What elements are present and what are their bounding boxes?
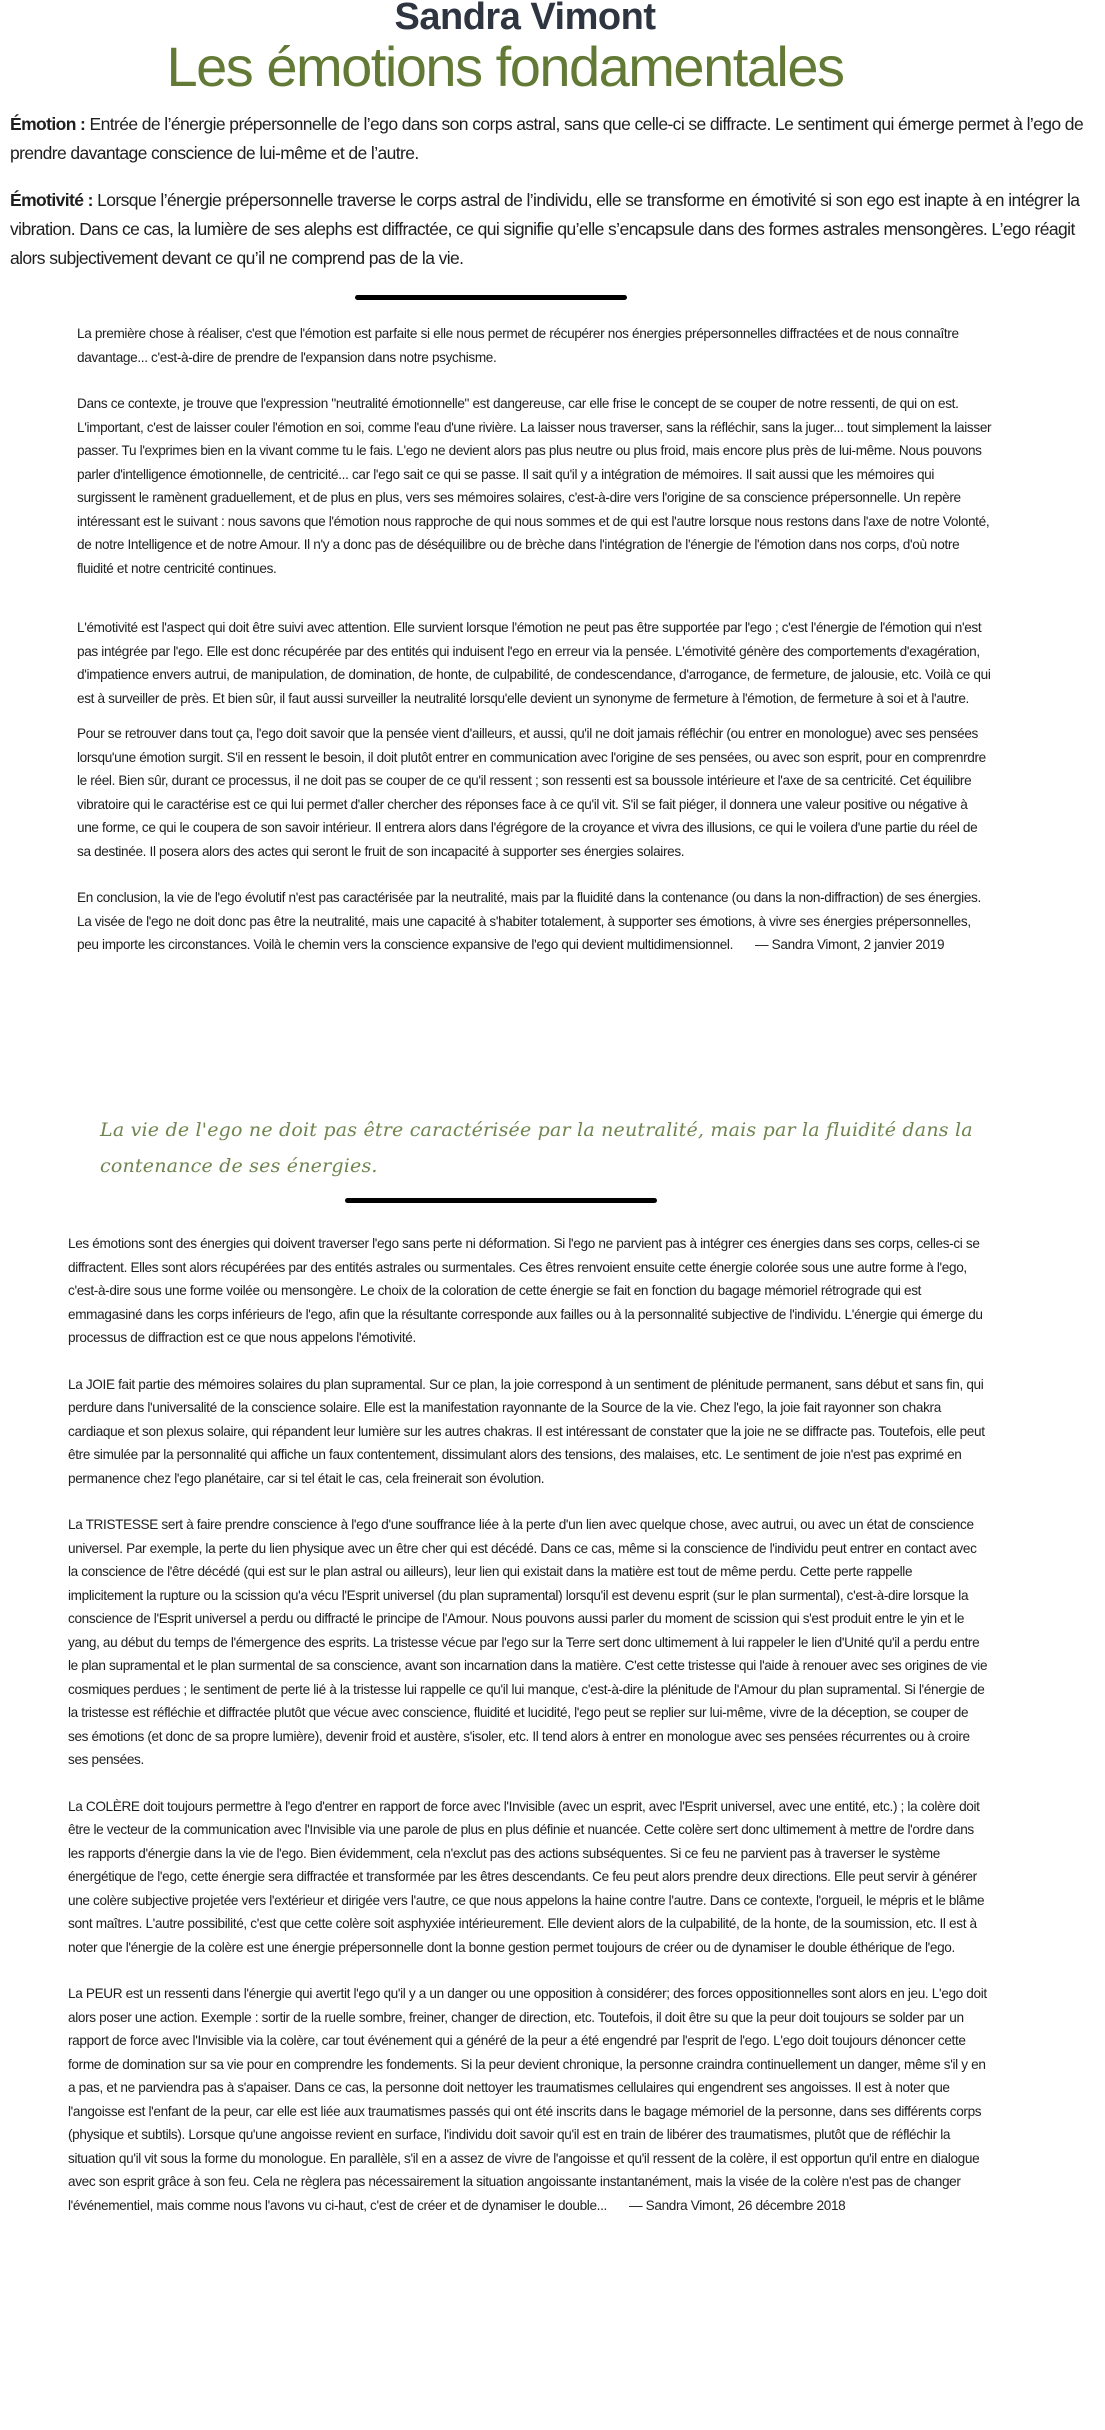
signature: — Sandra Vimont, 26 décembre 2018 — [628, 2197, 846, 2213]
definition-text: Lorsque l’énergie prépersonnelle traverse le corps astral de l’individu, elle se transforme en émotivité si son ego est inapte à en intégrer la vibration. Dans ce cas, la lumière de ses alephs est diffractée, ce qui signifie qu’elle s’encapsule dans des formes astrales mensongères. L’ego réagit alors subjectivement devant ce qu’il ne comprend pas de la vie. — [10, 190, 1080, 268]
paragraph: La première chose à réaliser, c'est que l'émotion est parfaite si elle nous permet de récupérer nos énergies prépersonnelles diffractées et de nous connaître davantage... c'est-à-dire de prendre de l'expansion dans notre psychisme. — [77, 326, 959, 365]
divider — [345, 1198, 657, 1203]
article-1 — [77, 322, 992, 957]
paragraph-peur — [68, 1982, 988, 2217]
definition-term: Émotion : — [10, 114, 86, 134]
signature: — Sandra Vimont, 2 janvier 2019 — [755, 937, 945, 952]
page-title: Les émotions fondamentales — [166, 35, 844, 98]
divider — [355, 295, 627, 300]
definition-emotivite — [10, 186, 1100, 273]
definition-text: Entrée de l’énergie prépersonnelle de l’ego dans son corps astral, sans que celle-ci se diffracte. Le sentiment qui émerge permet à l’ego de prendre davantage conscience de lui-même et de l’autre. — [10, 114, 1084, 163]
paragraph-text: La PEUR est un ressenti dans l'énergie qui avertit l'ego qu'il y a un danger ou une opposition à considérer; des forces oppositionnelles sont alors en jeu. L'ego doit alors poser une action. Exemple : sortir de la ruelle sombre, freiner, changer de direction, etc. Toutefois, il doit être su que la peur doit toujours se solder par un rapport de force avec l'Invisible via la colère, car tout événement qui a généré de la peur a été engendré par l'esprit de l'ego. L'ego doit toujours dénoncer cette forme de domination sur sa vie pour en comprendre les fondements. Si la peur devient chronique, la personne craindra continuellement un danger, même s'il y en a pas, et ne parviendra pas à s'apaiser. Dans ce cas, la personne doit nettoyer les traumatismes cellulaires qui engendrent ses angoisses. Il est à noter que l'angoisse est l'enfant de la peur, car elle est liée aux traumatismes passés qui ont été inscrits dans le bagage mémoriel de la personne, dans ses différents corps (physique et subtils). Lorsque qu'une angoisse revient en surface, l'individu doit savoir qu'il est en train de libérer des traumatismes, plutôt que de réfléchir la situation qu'il vit sous la forme du monologue. En parallèle, s'il en a assez de vivre de l'angoisse et qu'il ressent de la colère, il est opportun qu'il entre en dialogue avec son esprit grâce à son feu. Cela ne règlera pas nécessairement la situation angoissante instantanément, mais la visée de la colère n'est pas de changer l'événementiel, mais comme nous l'avons vu ci-haut, c'est de créer et de dynamiser le double... — [68, 1986, 987, 2213]
paragraph-text: En conclusion, la vie de l'ego évolutif n'est pas caractérisée par la neutralité, mais par la fluidité dans la contenance (ou dans la non-diffraction) de ses énergies. La visée de l'ego ne doit donc pas être la neutralité, mais une capacité à s'habiter totalement, à supporter ses émotions, à vivre ses énergies prépersonnelles, peu importe les circonstances. Voilà le chemin vers la conscience expansive de l'ego qui devient multidimensionnel. — [77, 890, 981, 952]
pull-quote: La vie de l'ego ne doit pas être caractérisée par la neutralité, mais par la fluidité dans la contenance de ses énergies. — [100, 1119, 973, 1177]
definitions — [10, 110, 1100, 291]
definition-emotion — [10, 110, 1100, 168]
paragraph: L'émotivité est l'aspect qui doit être suivi avec attention. Elle survient lorsque l'émotion ne peut pas être supportée par l'ego ; c'est l'énergie de l'émotion qui n'est pas intégrée par l'ego. Elle est donc récupérée par des entités qui induisent l'ego en erreur via la pensée. L'émotivité génère des comportements d'exagération, d'impatience envers autrui, de manipulation, de domination, de honte, de culpabilité, de condescendance, d'arrogance, de fermeture, de jalousie, etc. Voilà ce qui est à surveiller de près. Et bien sûr, il faut aussi surveiller la neutralité lorsqu'elle devient un synonyme de fermeture à l'émotion, de fermeture à soi et à l'autre. — [77, 620, 991, 706]
paragraph: Les émotions sont des énergies qui doivent traverser l'ego sans perte ni déformation. Si l'ego ne parvient pas à intégrer ces énergies dans ses corps, celles-ci se diffractent. Elles sont alors récupérées par des entités astrales ou surmentales. Ces êtres renvoient ensuite cette énergie colorée sous une autre forme à l'ego, c'est-à-dire sous une forme voilée ou mensongère. Le choix de la coloration de cette énergie se fait en fonction du bagage mémoriel rétrograde qui est emmagasiné dans les corps inférieurs de l'ego, afin que la résultante corresponde aux failles ou à la personnalité subjective de l'individu. L'énergie qui émerge du processus de diffraction est ce que nous appelons l'émotivité. — [68, 1236, 983, 1345]
author-name: Sandra Vimont — [394, 0, 656, 38]
paragraph — [77, 886, 992, 957]
paragraph-joie: La JOIE fait partie des mémoires solaires du plan supramental. Sur ce plan, la joie correspond à un sentiment de plénitude permanent, sans début et sans fin, qui perdure dans l'universalité de la conscience solaire. Elle est la manifestation rayonnante de la Source de la vie. Chez l'ego, la joie fait rayonner son chakra cardiaque et son plexus solaire, qui répandent leur lumière sur les autres chakras. Il est intéressant de constater que la joie ne se diffracte pas. Toutefois, elle peut être simulée par la personnalité qui affiche un faux contentement, dissimulant alors des tensions, des malaises, etc. Le sentiment de joie n'est pas exprimé en permanence chez l'ego planétaire, car si tel était le cas, cela freinerait son évolution. — [68, 1376, 985, 1486]
article-2 — [68, 1232, 988, 2217]
paragraph: Dans ce contexte, je trouve que l'expression "neutralité émotionnelle" est dangereuse, car elle frise le concept de se couper de notre ressenti, de qui on est. L'important, c'est de laisser couler l'émotion en soi, comme l'eau d'une rivière. La laisser nous traverser, sans la réfléchir, sans la juger... tout simplement la laisser passer. Tu l'exprimes bien en la vivant comme tu le fais. L'ego ne devient alors pas plus neutre ou plus froid, mais encore plus près de lui-même. Nous pouvons parler d'intelligence émotionnelle, de centricité... car l'ego sait ce qui se passe. Il sait qu'il y a intégration de mémoires. Il sait aussi que les mémoires qui surgissent le ramènent graduellement, et de plus en plus, vers ses mémoires solaires, c'est-à-dire vers l'origine de sa conscience prépersonnelle. Un repère intéressant est le suivant : nous savons que l'émotion nous rapproche de qui nous sommes et de qui est l'autre lorsque nous restons dans l'axe de notre Volonté, de notre Intelligence et de notre Amour. Il n'y a donc pas de déséquilibre ou de brèche dans l'intégration de l'énergie de l'émotion dans nos corps, d'où notre fluidité et notre centricité continues. — [77, 396, 992, 576]
paragraph: Pour se retrouver dans tout ça, l'ego doit savoir que la pensée vient d'ailleurs, et aussi, qu'il ne doit jamais réfléchir (ou entrer en monologue) avec ses pensées lorsqu'une émotion surgit. S'il en ressent le besoin, il doit plutôt entrer en communication avec l'origine de ses pensées, ou avec son esprit, pour en comprenrdre le réel. Bien sûr, durant ce processus, il ne doit pas se couper de ce qu'il ressent ; son ressenti est sa boussole intérieure et l'axe de sa centricité. Cet équilibre vibratoire qui le caractérise est ce qui lui permet d'aller chercher des réponses face à ce qu'il vit. S'il se fait piéger, il donnera une valeur positive ou négative à une forme, ce qui le coupera de son savoir intérieur. Il entrera alors dans l'égrégore de la croyance et vivra des illusions, ce qui le voilera d'une partie du réel de sa destinée. Il posera alors des actes qui seront le fruit de son incapacité à supporter ses énergies solaires. — [77, 726, 986, 859]
paragraph-colere: La COLÈRE doit toujours permettre à l'ego d'entrer en rapport de force avec l'Invisible (avec un esprit, avec l'Esprit universel, avec une entité, etc.) ; la colère doit être le vecteur de la communication avec l'Invisible via une parole de plus en plus définie et nuancée. Cette colère sert donc ultimement à mettre de l'ordre dans les rapports d'énergie dans la vie de l'ego. Bien évidemment, cela n'exclut pas des actions subséquentes. Si ce feu ne parvient pas à traverser le système énergétique de l'ego, cette énergie sera diffractée et transformée par les êtres descendants. Ce feu peut alors prendre deux directions. Elle peut servir à générer une colère subjective projetée vers l'extérieur et dirigée vers l'autre, ce que nous appelons la haine contre l'autre. Dans ce contexte, l'orgueil, le mépris et le blâme sont maîtres. L'autre possibilité, c'est que cette colère soit asphyxiée intérieurement. Elle devient alors de la culpabilité, de la honte, de la soumission, etc. Il est à noter que l'énergie de la colère est une énergie prépersonnelle dont la bonne gestion permet toujours de créer ou de dynamiser le double éthérique de l'ego. — [68, 1798, 985, 1955]
definition-term: Émotivité : — [10, 190, 93, 210]
paragraph-tristesse: La TRISTESSE sert à faire prendre conscience à l'ego d'une souffrance liée à la perte d'un lien avec quelque chose, avec autrui, ou avec un état de conscience universel. Par exemple, la perte du lien physique avec un être cher qui est décédé. Dans ce cas, même si la conscience de l'individu peut entrer en contact avec la conscience de l'être décédé (qui est sur le plan astral ou ailleurs), leur lien qui existait dans la matière est tout de même perdu. Cette perte rappelle implicitement la rupture ou la scission qu'a vécu l'Esprit universel (du plan supramental) lorsqu'il est devenu esprit (sur le plan surmental), c'est-à-dire lorsque la conscience de l'Esprit universel a perdu ou diffracté le principe de l'Amour. Nous pouvons aussi parler du moment de scission qui s'est produit entre le yin et le yang, au début du temps de l'émergence des esprits. La tristesse vécue par l'ego sur la Terre sert donc ultimement à lui rappeler le lien d'Unité qu'il a perdu entre le plan supramental et le plan surmental de sa conscience, avant son incarnation dans la matière. C'est cette tristesse qui l'aide à renouer avec ses origines de vie cosmiques perdues ; le sentiment de perte lié à la tristesse lui rappelle ce qu'il lui manque, c'est-à-dire la plénitude de l'Amour du plan supramental. Si l'énergie de la tristesse est réfléchie et diffractée plutôt que vécue avec conscience, fluidité et lucidité, l'ego peut se replier sur lui-même, vivre de la déception, se couper de ses émotions (et donc de sa propre lumière), devenir froid et austère, s'isoler, etc. Il tend alors à entrer en monologue avec ses pensées récurrentes ou à croire ses pensées. — [68, 1517, 988, 1767]
